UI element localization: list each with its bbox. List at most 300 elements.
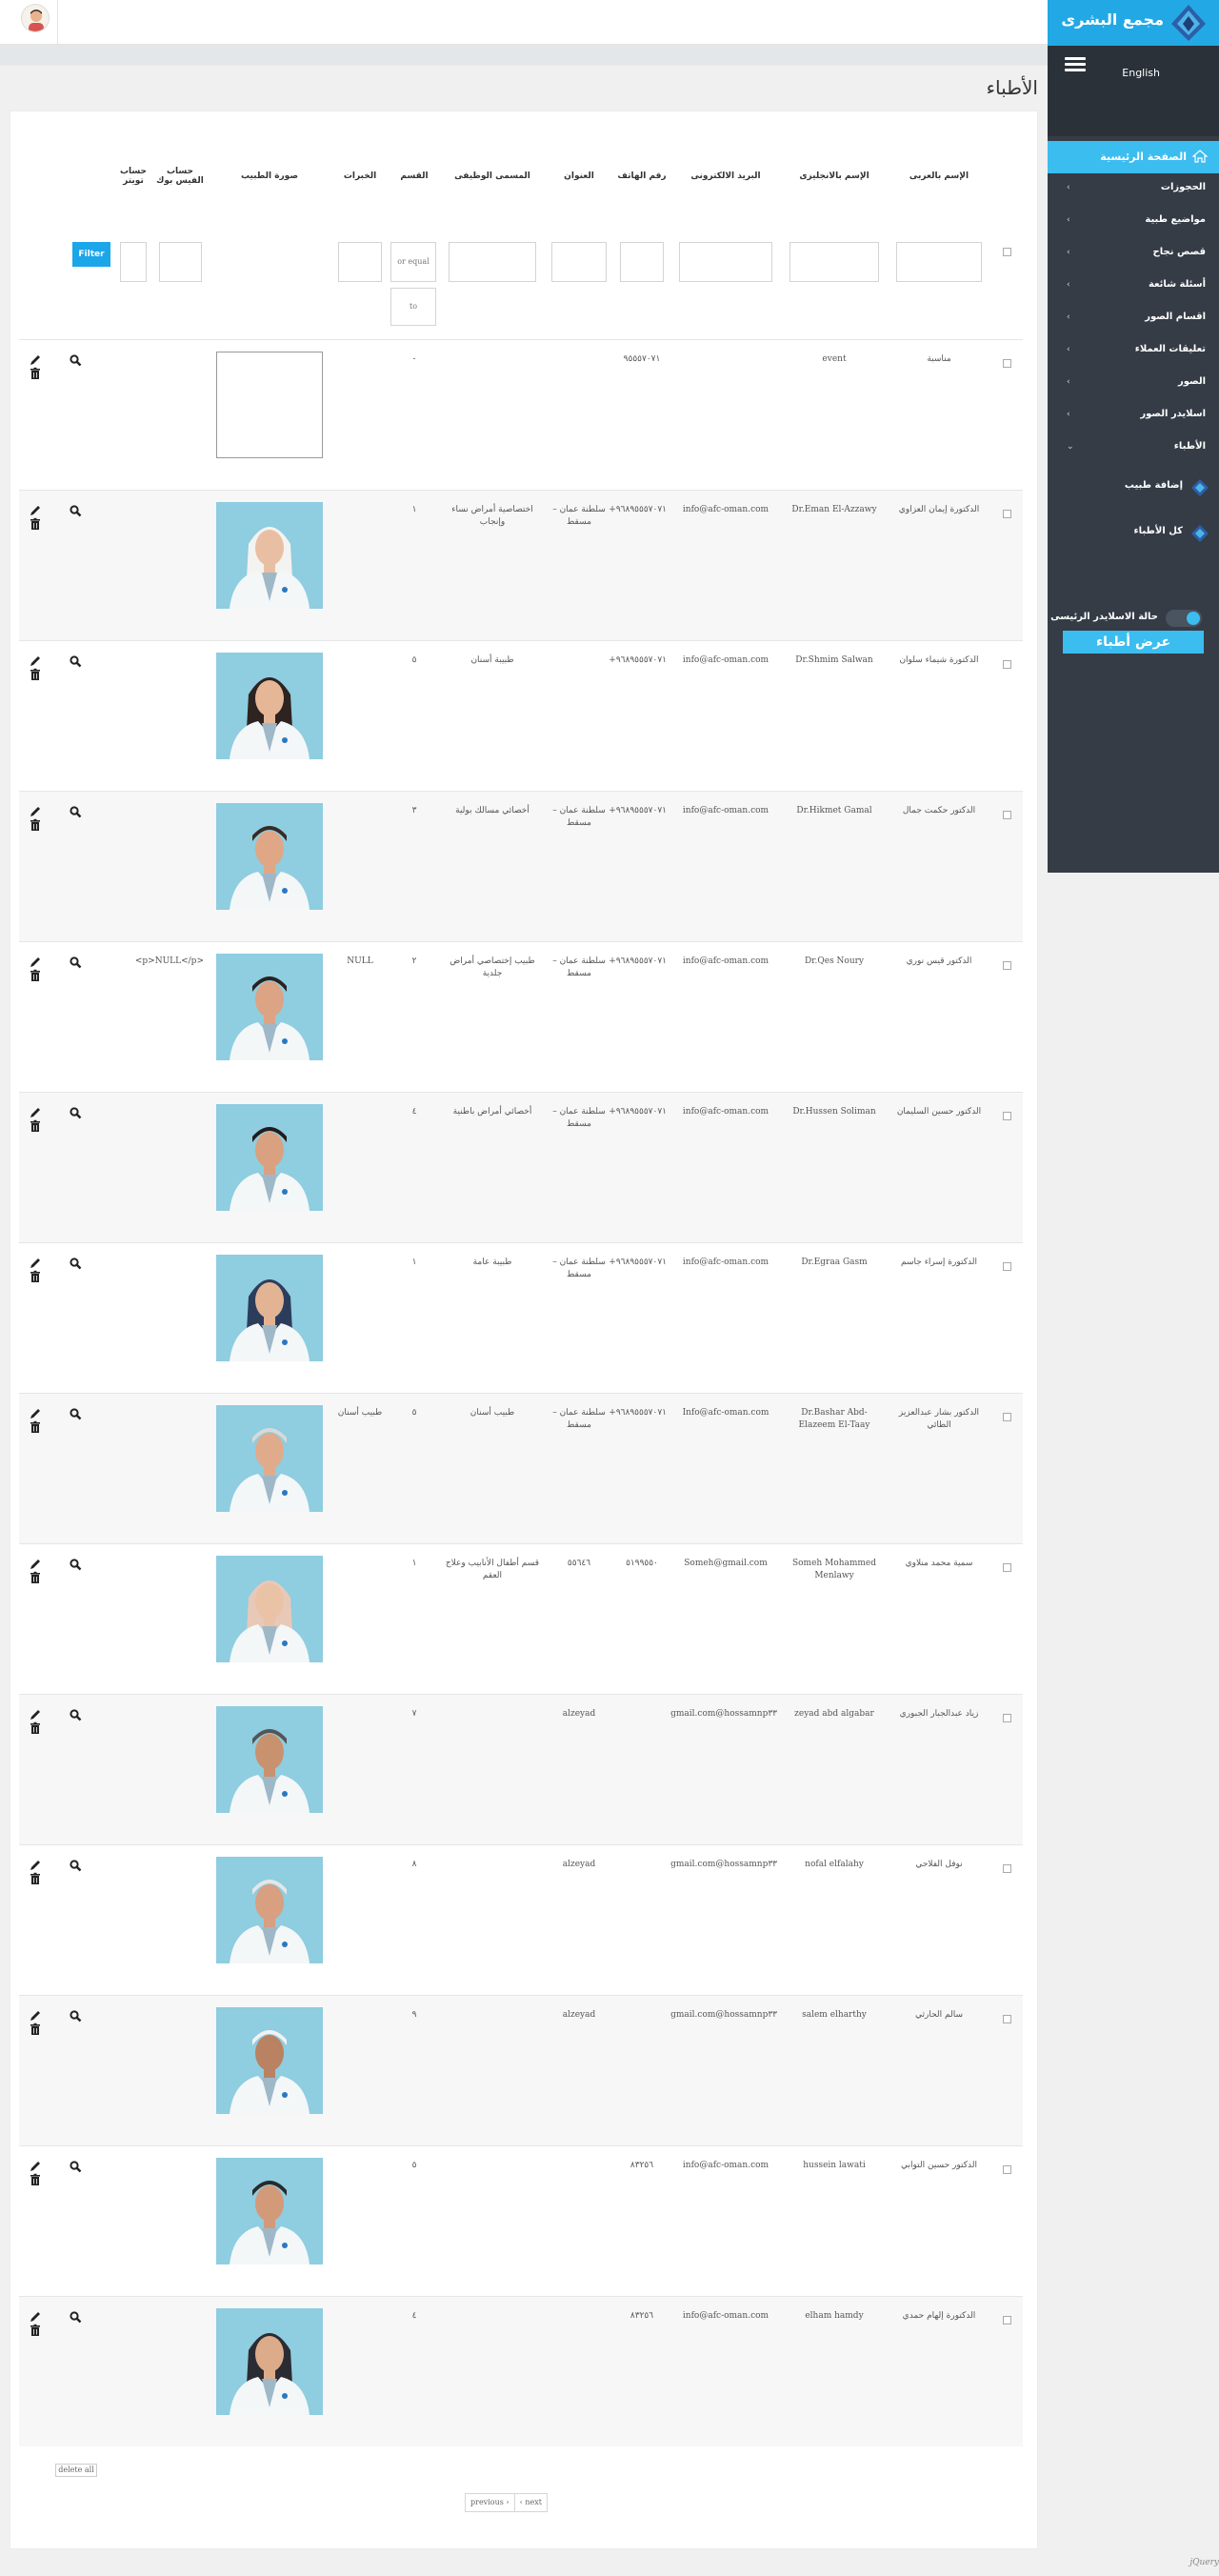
- cell-experience: [331, 791, 389, 941]
- cell-experience: [331, 640, 389, 791]
- cell-address: سلطنة عمان – مسقط: [545, 791, 613, 941]
- cell-name-ar: سمية محمد منلاوي: [888, 1543, 990, 1694]
- cell-department: ٨: [389, 1844, 440, 1995]
- cell-job-title: [440, 2145, 545, 2296]
- cell-department: ٥: [389, 2145, 440, 2296]
- delete-icon[interactable]: [29, 668, 42, 681]
- row-checkbox[interactable]: [1003, 2015, 1011, 2023]
- cell-department: ٥: [389, 640, 440, 791]
- cell-email: info@afc-oman.com: [670, 791, 781, 941]
- table-row: [19, 640, 1023, 791]
- cell-facebook: [152, 791, 208, 941]
- row-checkbox[interactable]: [1003, 660, 1011, 669]
- cell-twitter: [114, 1543, 152, 1694]
- cell-facebook: [152, 1543, 208, 1694]
- row-checkbox[interactable]: [1003, 510, 1011, 518]
- edit-icon[interactable]: [29, 1859, 42, 1872]
- filter-row: [19, 229, 1023, 339]
- cell-name-en: Dr.Bashar Abd-Elazeem El-Taay: [781, 1393, 888, 1543]
- sidebar-item-faq[interactable]: [1048, 272, 1219, 301]
- filter-department-max-input[interactable]: to: [390, 288, 436, 326]
- sidebar-subitem-label: كل الأطباء: [1133, 526, 1183, 536]
- cell-job-title: [440, 2296, 545, 2446]
- delete-icon[interactable]: [29, 517, 42, 531]
- cell-email: Info@afc-oman.com: [670, 1393, 781, 1543]
- doctor-photo: [216, 1104, 323, 1211]
- cell-name-en: event: [781, 339, 888, 490]
- edit-icon[interactable]: [29, 1708, 42, 1721]
- cell-department: ٩: [389, 1995, 440, 2145]
- table-row: [19, 2145, 1023, 2296]
- language-switch[interactable]: English: [1122, 67, 1160, 79]
- sidebar-item-doctors[interactable]: [1048, 434, 1219, 463]
- filter-experience-input[interactable]: [338, 242, 383, 282]
- cell-department: ٣: [389, 791, 440, 941]
- cell-experience: [331, 490, 389, 640]
- edit-icon[interactable]: [29, 805, 42, 818]
- cell-experience: [331, 1242, 389, 1393]
- cell-name-ar: الدكتورة إسراء جاسم: [888, 1242, 990, 1393]
- cell-address: [545, 2145, 613, 2296]
- sidebar-subitem-all-doctors[interactable]: [1048, 518, 1219, 549]
- edit-icon[interactable]: [29, 2009, 42, 2023]
- cell-experience: [331, 2296, 389, 2446]
- cell-job-title: طبيبة أسنان: [440, 640, 545, 791]
- cell-name-en: Dr.Hussen Soliman: [781, 1092, 888, 1242]
- cell-facebook: [152, 2296, 208, 2446]
- doctor-photo: [216, 803, 323, 910]
- delete-icon[interactable]: [29, 1571, 42, 1584]
- filter-facebook-input[interactable]: [159, 242, 202, 282]
- cell-job-title: [440, 1844, 545, 1995]
- cell-address: alzeyad: [545, 1694, 613, 1844]
- doctors-table: [19, 124, 1023, 2446]
- sidebar-subitem-label: إضافة طبيب: [1124, 480, 1183, 491]
- table-row: [19, 1242, 1023, 1393]
- table-row: [19, 2296, 1023, 2446]
- cell-job-title: أخصائي أمراض باطنية: [440, 1092, 545, 1242]
- cell-name-ar: الدكتور حسين التوابي: [888, 2145, 990, 2296]
- cell-phone: ٨٣٢٥٦: [613, 2145, 670, 2296]
- cell-name-en: hussein lawati: [781, 2145, 888, 2296]
- toggle-knob: [1187, 612, 1200, 625]
- header-phone: رقم الهاتف: [617, 171, 667, 181]
- cell-facebook: [152, 1092, 208, 1242]
- cell-department: ٧: [389, 1694, 440, 1844]
- cell-facebook: [152, 1694, 208, 1844]
- sidebar-item-image-slider[interactable]: [1048, 402, 1219, 431]
- doctor-photo: [216, 2308, 323, 2415]
- cell-department: ١: [389, 1242, 440, 1393]
- cell-experience: [331, 2145, 389, 2296]
- sidebar-item-success-stories[interactable]: [1048, 240, 1219, 269]
- cell-experience: طبيب أسنان: [331, 1393, 389, 1543]
- cell-experience: [331, 1694, 389, 1844]
- table-row: [19, 941, 1023, 1092]
- cell-twitter: [114, 1242, 152, 1393]
- menu-toggle-icon[interactable]: [1065, 57, 1086, 72]
- cell-email: [670, 339, 781, 490]
- search-icon[interactable]: [69, 353, 82, 367]
- cell-twitter: [114, 1393, 152, 1543]
- cell-name-ar: مناسبة: [888, 339, 990, 490]
- cell-name-en: salem elharthy: [781, 1995, 888, 2145]
- pagination-previous[interactable]: previous ›: [470, 2498, 510, 2506]
- cell-phone: [613, 1694, 670, 1844]
- edit-icon[interactable]: [29, 2160, 42, 2173]
- cell-address: alzeyad: [545, 1844, 613, 1995]
- sidebar-item-label: اقسام الصور: [1145, 312, 1206, 322]
- search-icon[interactable]: [69, 805, 82, 818]
- pagination-next[interactable]: ‹ next: [514, 2494, 547, 2511]
- table-row: [19, 490, 1023, 640]
- cell-name-en: Dr.Qes Noury: [781, 941, 888, 1092]
- delete-icon[interactable]: [29, 1721, 42, 1735]
- chevron-left-icon: ‹: [1067, 377, 1070, 387]
- header-facebook: حساب الفيس بوك: [156, 167, 204, 186]
- doctor-photo: [216, 1255, 323, 1361]
- select-all-checkbox[interactable]: [1003, 248, 1011, 256]
- filter-twitter-input[interactable]: [120, 242, 148, 282]
- search-icon[interactable]: [69, 1558, 82, 1571]
- cell-department: ١: [389, 490, 440, 640]
- chevron-left-icon: ‹: [1067, 312, 1070, 322]
- cell-name-ar: الدكتورة إلهام حمدي: [888, 2296, 990, 2446]
- page-title: الأطباء: [986, 76, 1038, 99]
- table-row: [19, 1995, 1023, 2145]
- search-icon[interactable]: [69, 1257, 82, 1270]
- delete-icon[interactable]: [29, 1270, 42, 1283]
- filter-phone-input[interactable]: [620, 242, 665, 282]
- sidebar-item-label: قصص نجاح: [1152, 247, 1206, 257]
- cell-phone: ٩٦٨٩٥٥٥٧٠٧١+: [613, 1242, 670, 1393]
- cell-phone: ٩٥٥٥٧٠٧١: [613, 339, 670, 490]
- pagination: [465, 2493, 548, 2512]
- row-checkbox[interactable]: [1003, 1413, 1011, 1421]
- cell-job-title: [440, 1995, 545, 2145]
- brand-logo-icon: [1169, 3, 1208, 43]
- cell-address: سلطنة عمان – مسقط: [545, 1393, 613, 1543]
- cell-phone: ٩٦٨٩٥٥٥٧٠٧١+: [613, 1092, 670, 1242]
- filter-name-en-input[interactable]: [789, 242, 879, 282]
- cell-name-ar: الدكتور حسين السليمان: [888, 1092, 990, 1242]
- cell-twitter: [114, 2145, 152, 2296]
- row-checkbox[interactable]: [1003, 1112, 1011, 1120]
- header-job-title: المسمى الوظيفى: [454, 171, 530, 181]
- cell-email: info@afc-oman.com: [670, 490, 781, 640]
- sidebar-item-home[interactable]: الصفحة الرئيسية: [1048, 141, 1219, 173]
- doctor-photo-placeholder: [216, 352, 323, 458]
- cell-job-title: [440, 339, 545, 490]
- table-row: [19, 1694, 1023, 1844]
- edit-icon[interactable]: [29, 1558, 42, 1571]
- table-header: [19, 124, 1023, 229]
- cell-email: info@afc-oman.com: [670, 1092, 781, 1242]
- row-checkbox[interactable]: [1003, 2165, 1011, 2174]
- edit-icon[interactable]: [29, 1407, 42, 1420]
- table-row: [19, 791, 1023, 941]
- header-email: البريد الالكترونى: [690, 171, 761, 181]
- sidebar-item-label: الأطباء: [1173, 441, 1206, 452]
- chevron-left-icon: ‹: [1067, 345, 1070, 354]
- row-checkbox[interactable]: [1003, 1262, 1011, 1271]
- cell-name-ar: نوفل الفلاحي: [888, 1844, 990, 1995]
- cell-experience: [331, 1543, 389, 1694]
- chevron-left-icon: ‹: [1067, 410, 1070, 419]
- cell-twitter: [114, 490, 152, 640]
- cell-name-en: zeyad abd algabar: [781, 1694, 888, 1844]
- cell-name-en: Dr.Shmim Salwan: [781, 640, 888, 791]
- cell-email: info@afc-oman.com: [670, 2296, 781, 2446]
- delete-icon[interactable]: [29, 1872, 42, 1885]
- filter-department-min-input[interactable]: or equal: [390, 242, 436, 282]
- row-checkbox[interactable]: [1003, 1563, 1011, 1572]
- cell-department: -: [389, 339, 440, 490]
- sidebar-item-medical-topics[interactable]: [1048, 208, 1219, 236]
- sidebar-item-label: أسئلة شائعة: [1148, 279, 1206, 290]
- delete-icon[interactable]: [29, 1119, 42, 1133]
- slider-status-label: حالة الاسلايدر الرئيسى: [1050, 612, 1158, 622]
- cell-address: سلطنة عمان – مسقط: [545, 941, 613, 1092]
- cell-phone: ٨٣٢٥٦: [613, 2296, 670, 2446]
- search-icon[interactable]: [69, 2310, 82, 2324]
- cell-job-title: أخصائي مسالك بولية: [440, 791, 545, 941]
- sidebar-item-photo-sections[interactable]: [1048, 305, 1219, 333]
- header-experience: الخبرات: [343, 171, 377, 181]
- header-twitter: حساب تويتر: [119, 167, 148, 186]
- cell-department: ٢: [389, 941, 440, 1092]
- sidebar-item-customer-reviews[interactable]: [1048, 337, 1219, 366]
- cell-name-en: Dr.Hikmet Gamal: [781, 791, 888, 941]
- cell-name-ar: سالم الحارثي: [888, 1995, 990, 2145]
- table-row: [19, 1393, 1023, 1543]
- chevron-down-icon: ⌄: [1067, 442, 1074, 452]
- doctor-photo: [216, 954, 323, 1060]
- cell-twitter: [114, 1694, 152, 1844]
- chevron-left-icon: ‹: [1067, 215, 1070, 225]
- cell-address: سلطنة عمان – مسقط: [545, 1242, 613, 1393]
- cell-name-en: Someh Mohammed Menlawy: [781, 1543, 888, 1694]
- cell-email: info@afc-oman.com: [670, 1242, 781, 1393]
- cell-email: hossamnp٣٣@gmail.com: [670, 1995, 781, 2145]
- home-icon: [1192, 150, 1208, 163]
- edit-icon[interactable]: [29, 504, 42, 517]
- search-icon[interactable]: [69, 2009, 82, 2023]
- cell-facebook: [152, 640, 208, 791]
- cell-facebook: [152, 490, 208, 640]
- filter-email-input[interactable]: [679, 242, 771, 282]
- cell-email: info@afc-oman.com: [670, 941, 781, 1092]
- cell-facebook: [152, 1393, 208, 1543]
- cell-job-title: قسم أطفال الأنابيب وعلاج العقم: [440, 1543, 545, 1694]
- sidebar-item-label: تعليقات العملاء: [1134, 344, 1206, 354]
- cell-address: [545, 339, 613, 490]
- cell-phone: ٩٦٨٩٥٥٥٧٠٧١+: [613, 640, 670, 791]
- doctor-photo: [216, 502, 323, 609]
- delete-icon[interactable]: [29, 969, 42, 982]
- cell-facebook: <p>NULL</p>: [152, 941, 208, 1092]
- doctor-photo: [216, 1857, 323, 1963]
- doctor-photo: [216, 2007, 323, 2114]
- row-checkbox[interactable]: [1003, 1864, 1011, 1873]
- cell-email: hossamnp٣٣@gmail.com: [670, 1694, 781, 1844]
- cell-name-ar: الدكتورة إيمان العزاوي: [888, 490, 990, 640]
- divider: [57, 0, 58, 45]
- cell-name-en: Dr.Egraa Gasm: [781, 1242, 888, 1393]
- header-name-en: الإسم بالانجليزى: [799, 171, 869, 181]
- sidebar-subitem-add-doctor[interactable]: [1048, 473, 1219, 503]
- cell-phone: [613, 1995, 670, 2145]
- delete-icon[interactable]: [29, 818, 42, 832]
- cell-twitter: [114, 339, 152, 490]
- cell-twitter: [114, 1092, 152, 1242]
- slider-status-toggle[interactable]: [1166, 610, 1202, 627]
- delete-icon[interactable]: [29, 2324, 42, 2337]
- edit-icon[interactable]: [29, 353, 42, 367]
- search-icon[interactable]: [69, 1859, 82, 1872]
- cell-facebook: [152, 339, 208, 490]
- sidebar: [1048, 0, 1219, 873]
- header-name-ar: الإسم بالعربى: [909, 171, 969, 181]
- cell-email: hossamnp٣٣@gmail.com: [670, 1844, 781, 1995]
- cell-twitter: [114, 1844, 152, 1995]
- delete-all-button[interactable]: delete all: [55, 2464, 97, 2477]
- cell-department: ١: [389, 1543, 440, 1694]
- cell-experience: [331, 1995, 389, 2145]
- delete-icon[interactable]: [29, 367, 42, 380]
- cell-job-title: اختصاصية أمراض نساء وإنجاب: [440, 490, 545, 640]
- cell-address: ٥٥٦٤٦: [545, 1543, 613, 1694]
- cell-name-en: nofal elfalahy: [781, 1844, 888, 1995]
- cell-experience: NULL: [331, 941, 389, 1092]
- cell-email: Someh@gmail.com: [670, 1543, 781, 1694]
- row-checkbox[interactable]: [1003, 359, 1011, 368]
- cell-name-ar: الدكتور حكمت جمال: [888, 791, 990, 941]
- brand-mark-icon: [1190, 524, 1209, 543]
- row-checkbox[interactable]: [1003, 2316, 1011, 2324]
- table-row: [19, 1092, 1023, 1242]
- cell-job-title: [440, 1694, 545, 1844]
- brand-header: [1048, 0, 1219, 46]
- filter-name-ar-input[interactable]: [896, 242, 982, 282]
- cell-department: ٥: [389, 1393, 440, 1543]
- cell-experience: [331, 1844, 389, 1995]
- table-row: [19, 1543, 1023, 1694]
- cell-experience: [331, 1092, 389, 1242]
- cell-address: [545, 640, 613, 791]
- search-icon[interactable]: [69, 1106, 82, 1119]
- edit-icon[interactable]: [29, 1257, 42, 1270]
- cell-phone: ٩٦٨٩٥٥٥٧٠٧١+: [613, 941, 670, 1092]
- chevron-left-icon: ‹: [1067, 183, 1070, 192]
- cell-job-title: طبيب إختصاصي أمراض جلدية: [440, 941, 545, 1092]
- show-doctors-button[interactable]: عرض أطباء: [1063, 631, 1204, 654]
- doctor-photo: [216, 1556, 323, 1662]
- cell-phone: ٩٦٨٩٥٥٥٧٠٧١+: [613, 791, 670, 941]
- filter-button[interactable]: Filter: [72, 242, 110, 267]
- cell-address: alzeyad: [545, 1995, 613, 2145]
- doctor-photo: [216, 653, 323, 759]
- header-department: القسم: [400, 171, 429, 181]
- cell-name-ar: الدكتور بشار عبدالعزيز الطائي: [888, 1393, 990, 1543]
- brand-name: مجمع البشرى: [1061, 10, 1164, 29]
- footer-note: jQuery: [1189, 2558, 1219, 2567]
- sidebar-item-bookings[interactable]: [1048, 175, 1219, 204]
- edit-icon[interactable]: [29, 1106, 42, 1119]
- doctor-photo: [216, 1405, 323, 1512]
- cell-name-ar: زياد عبدالجبار الجبوري: [888, 1694, 990, 1844]
- cell-experience: [331, 339, 389, 490]
- chevron-left-icon: ‹: [1067, 280, 1070, 290]
- search-icon[interactable]: [69, 654, 82, 668]
- cell-phone: ٩٦٨٩٥٥٥٧٠٧١+: [613, 1393, 670, 1543]
- cell-name-ar: الدكتورة شيماء سلوان: [888, 640, 990, 791]
- delete-icon[interactable]: [29, 2023, 42, 2036]
- slider-status-row: [1048, 606, 1219, 629]
- cell-name-ar: الدكتور قيس نوري: [888, 941, 990, 1092]
- user-avatar[interactable]: [21, 4, 50, 32]
- doctor-photo: [216, 1706, 323, 1813]
- sidebar-item-label: الحجوزات: [1160, 182, 1206, 192]
- edit-icon[interactable]: [29, 956, 42, 969]
- cell-address: سلطنة عمان – مسقط: [545, 490, 613, 640]
- chevron-left-icon: ‹: [1067, 248, 1070, 257]
- cell-department: ٤: [389, 1092, 440, 1242]
- cell-twitter: [114, 791, 152, 941]
- sidebar-item-label: الصور: [1177, 376, 1206, 387]
- edit-icon[interactable]: [29, 2310, 42, 2324]
- cell-email: info@afc-oman.com: [670, 640, 781, 791]
- row-checkbox[interactable]: [1003, 811, 1011, 819]
- cell-facebook: [152, 2145, 208, 2296]
- search-icon[interactable]: [69, 504, 82, 517]
- search-icon[interactable]: [69, 1708, 82, 1721]
- cell-email: info@afc-oman.com: [670, 2145, 781, 2296]
- doctor-photo: [216, 2158, 323, 2264]
- cell-name-en: Dr.Eman El-Azzawy: [781, 490, 888, 640]
- filter-job-title-input[interactable]: [449, 242, 536, 282]
- search-icon[interactable]: [69, 1407, 82, 1420]
- table-row: [19, 1844, 1023, 1995]
- row-checkbox[interactable]: [1003, 961, 1011, 970]
- search-icon[interactable]: [69, 956, 82, 969]
- cell-facebook: [152, 1995, 208, 2145]
- table-row: [19, 339, 1023, 490]
- filter-address-input[interactable]: [551, 242, 607, 282]
- sidebar-item-label: مواضيع طبية: [1145, 214, 1206, 225]
- delete-icon[interactable]: [29, 2173, 42, 2186]
- sidebar-item-photos[interactable]: [1048, 370, 1219, 398]
- cell-facebook: [152, 1844, 208, 1995]
- cell-twitter: [114, 640, 152, 791]
- delete-icon[interactable]: [29, 1420, 42, 1434]
- row-checkbox[interactable]: [1003, 1714, 1011, 1722]
- search-icon[interactable]: [69, 2160, 82, 2173]
- sidebar-item-label: اسلايدر الصور: [1140, 409, 1206, 419]
- header-photo: صورة الطبيب: [240, 171, 299, 181]
- cell-facebook: [152, 1242, 208, 1393]
- cell-job-title: طبيبة عامة: [440, 1242, 545, 1393]
- cell-address: [545, 2296, 613, 2446]
- cell-name-en: elham hamdy: [781, 2296, 888, 2446]
- cell-twitter: [114, 1995, 152, 2145]
- header-strip: [0, 45, 1048, 66]
- brand-mark-icon: [1190, 478, 1209, 497]
- cell-phone: ٩٦٨٩٥٥٥٧٠٧١+: [613, 490, 670, 640]
- cell-twitter: [114, 2296, 152, 2446]
- cell-phone: [613, 1844, 670, 1995]
- edit-icon[interactable]: [29, 654, 42, 668]
